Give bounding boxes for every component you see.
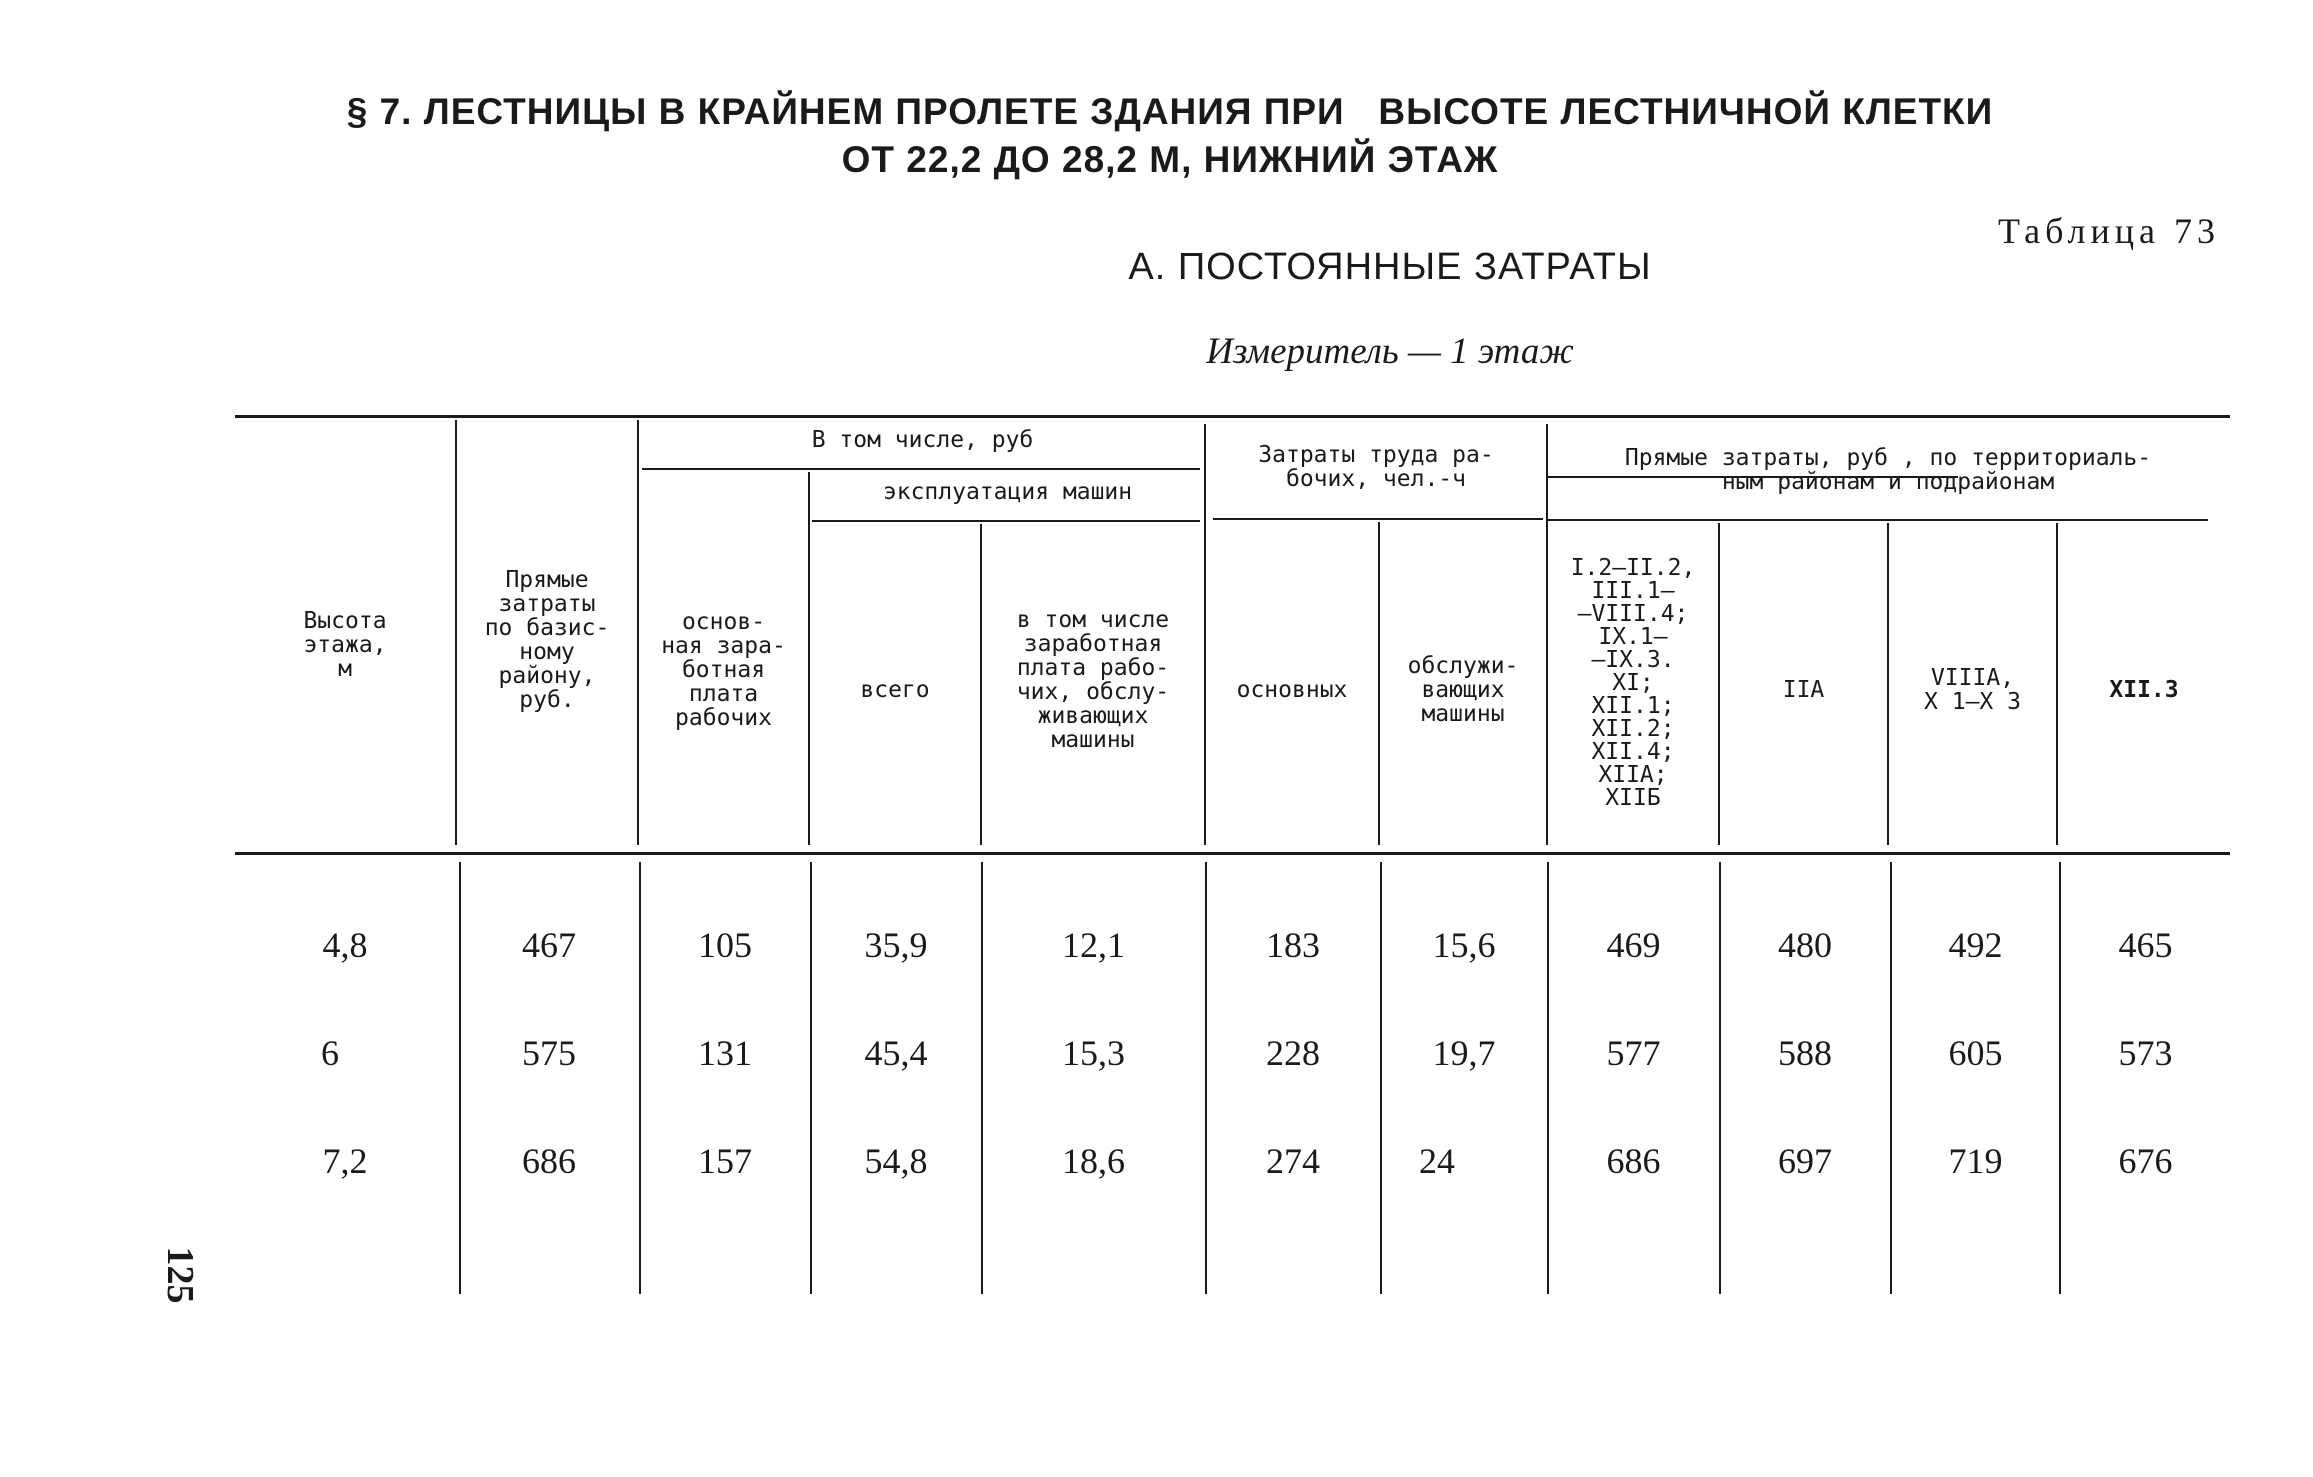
title-line-1: § 7. ЛЕСТНИЦЫ В КРАЙНЕМ ПРОЛЕТЕ ЗДАНИЯ ПРИ ВЫСОТЕ ЛЕСТНИЧНОЙ КЛЕТКИ bbox=[346, 91, 1994, 132]
table-top-rule bbox=[235, 415, 2230, 418]
rule-labor bbox=[1213, 518, 1543, 520]
column-header: Высота этажа, м bbox=[303, 608, 387, 682]
row-2-cell: 19,7 bbox=[1432, 1033, 1496, 1073]
row-3-cell: 676 bbox=[2118, 1141, 2173, 1181]
row-1-cell: 492 bbox=[1948, 925, 2003, 965]
column-header: VIIIA, X 1—X 3 bbox=[1924, 665, 2021, 715]
row-2-cell: 577 bbox=[1606, 1033, 1661, 1073]
row-3-cell: 24 bbox=[1419, 1141, 1455, 1181]
rule-in-that-number bbox=[642, 468, 1200, 470]
row-1-cell: 469 bbox=[1606, 925, 1661, 965]
row-2-cell: 15,3 bbox=[1062, 1033, 1125, 1073]
column-header: IIA bbox=[1782, 677, 1825, 703]
column-header: основных bbox=[1236, 677, 1348, 703]
row-1-cell: 105 bbox=[698, 925, 752, 965]
row-2-cell: 588 bbox=[1778, 1033, 1832, 1073]
column-header: основ- ная зара- ботная плата рабочих bbox=[661, 609, 786, 731]
row-2-cell: 228 bbox=[1266, 1033, 1320, 1073]
row-3-cell: 157 bbox=[698, 1141, 752, 1181]
row-3-cell: 18,6 bbox=[1062, 1141, 1125, 1181]
header-bottom-rule bbox=[235, 852, 2230, 855]
rule-machine-operation bbox=[812, 520, 1200, 522]
row-2-cell: 45,4 bbox=[864, 1033, 928, 1073]
group-header-regional: Прямые затраты, руб , по территориаль- ным районам и подрайонам bbox=[1624, 445, 2152, 495]
page-number: 125 bbox=[159, 1246, 201, 1304]
row-1-cell: 15,6 bbox=[1432, 925, 1496, 965]
row-2-cell: 131 bbox=[698, 1033, 752, 1073]
row-1-cell: 480 bbox=[1778, 925, 1832, 965]
row-3-floor-height: 7,2 bbox=[322, 1141, 368, 1181]
row-1-cell: 467 bbox=[522, 925, 576, 965]
column-header: всего bbox=[860, 677, 930, 703]
group-header-in-that-number: В том числе, руб bbox=[811, 427, 1034, 453]
unit-of-measure: Измеритель — 1 этаж bbox=[1206, 331, 1574, 372]
row-3-cell: 54,8 bbox=[864, 1141, 928, 1181]
row-2-cell: 575 bbox=[522, 1033, 576, 1073]
column-header: обслужи- вающих машины bbox=[1407, 653, 1519, 727]
group-header-machine-operation: эксплуатация машин bbox=[882, 479, 1133, 505]
column-header: I.2—II.2, III.1— —VIII.4; IX.1— —IX.3. XI; XII.1; XII.2; XII.4; XIIA; XIIБ bbox=[1570, 554, 1696, 811]
column-header: в том числе заработная плата рабо- чих, обслу- живающих машины bbox=[1016, 607, 1170, 753]
row-1-cell: 35,9 bbox=[864, 925, 928, 965]
section-title bbox=[250, 88, 2090, 184]
row-3-cell: 697 bbox=[1778, 1141, 1832, 1181]
row-1-floor-height: 4,8 bbox=[322, 925, 368, 965]
row-1-cell: 465 bbox=[2118, 925, 2173, 965]
row-2-cell: 573 bbox=[2118, 1033, 2173, 1073]
rule-regional bbox=[1548, 519, 2208, 521]
row-3-cell: 686 bbox=[1606, 1141, 1661, 1181]
row-2-cell: 605 bbox=[1948, 1033, 2003, 1073]
column-header: XII.3 bbox=[2109, 677, 2179, 703]
row-3-cell: 719 bbox=[1948, 1141, 2003, 1181]
title-line-2: ОТ 22,2 ДО 28,2 М, НИЖНИЙ ЭТАЖ bbox=[841, 139, 1499, 180]
row-1-cell: 183 bbox=[1266, 925, 1320, 965]
section-subtitle: А. ПОСТОЯННЫЕ ЗАТРАТЫ bbox=[1128, 246, 1652, 288]
table-number: Таблица 73 bbox=[1998, 211, 2220, 251]
row-3-cell: 686 bbox=[522, 1141, 576, 1181]
column-header: Прямые затраты по базис- ному району, руб. bbox=[484, 567, 610, 713]
row-2-floor-height: 6 bbox=[321, 1033, 339, 1073]
row-1-cell: 12,1 bbox=[1062, 925, 1125, 965]
group-header-labor: Затраты труда ра- бочих, чел.-ч bbox=[1258, 442, 1494, 492]
row-3-cell: 274 bbox=[1266, 1141, 1320, 1181]
